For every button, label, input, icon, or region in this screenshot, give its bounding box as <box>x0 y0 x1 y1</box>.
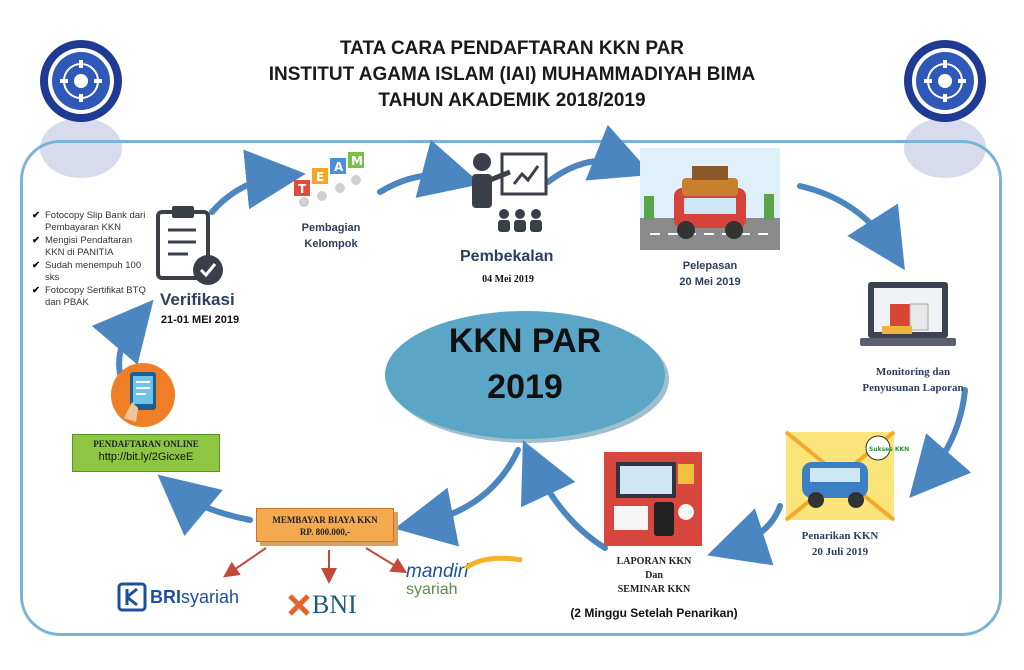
laporan-line-4: (2 Minggu Setelah Penarikan) <box>570 606 738 620</box>
requirements-list <box>32 210 152 310</box>
laporan-line-1: LAPORAN KKN <box>616 556 692 567</box>
car-travel-icon <box>640 148 780 250</box>
monitoring-line-1: Monitoring dan <box>875 366 951 378</box>
svg-text:A: A <box>334 160 344 174</box>
svg-text:T: T <box>298 182 307 196</box>
requirement-item: ✔ Sudah menempuh 100 sks <box>32 260 142 283</box>
center-line-1: KKN PAR <box>448 322 602 360</box>
online-link[interactable]: http://bit.ly/2GicxeE <box>98 451 194 463</box>
bni-text: BNI <box>312 590 357 619</box>
report-desk-icon <box>604 452 702 546</box>
bni-logo <box>288 590 357 620</box>
laporan-line-3: SEMINAR KKN <box>617 584 691 595</box>
tablet-hand-icon <box>110 362 176 428</box>
center-title <box>380 318 670 410</box>
pelepasan-line-1: Pelepasan <box>682 260 738 272</box>
svg-text:M: M <box>351 154 363 168</box>
penarikan-line-2: 20 Juli 2019 <box>811 546 869 558</box>
bri-icon <box>118 583 146 611</box>
arrow-penarikan-to-laporan <box>730 506 780 548</box>
requirement-item: ✔ Mengisi Pendaftaran KKN di PANITIA <box>32 235 133 258</box>
laptop-book-icon <box>860 278 956 358</box>
arrow-payment-to-online <box>176 490 250 520</box>
arrow-to-mandiri <box>366 548 402 570</box>
penarikan-badge: Sukses KKN <box>869 446 910 453</box>
payment-line-2: RP. 800.000,- <box>299 527 351 537</box>
monitoring-line-2: Penyusunan Laporan <box>862 382 964 394</box>
center-line-2: 2019 <box>487 368 563 406</box>
arrow-monitoring-to-penarikan <box>925 390 965 480</box>
arrow-pelepasan-to-monitoring <box>800 186 892 250</box>
requirement-item: ✔ Fotocopy Slip Bank dari Pembayaran KKN <box>32 210 146 233</box>
laporan-line-2: Dan <box>645 570 663 581</box>
online-line-1: PENDAFTARAN ONLINE <box>93 439 199 449</box>
pembagian-line-1: Pembagian <box>301 222 361 234</box>
presenter-icon <box>462 150 552 236</box>
title-line-3: TAHUN AKADEMIK 2018/2019 <box>378 90 646 111</box>
arrow-to-bri <box>228 548 266 574</box>
verifikasi-date: 21-01 MEI 2019 <box>160 314 240 326</box>
mandiri-wave-icon <box>464 554 524 574</box>
mandiri-syariah-logo <box>406 558 524 598</box>
bri-suffix: syariah <box>181 586 240 607</box>
arrow-team-to-pembekalan <box>380 175 458 192</box>
svg-text:E: E <box>316 170 325 184</box>
mandiri-text-1: mandiri <box>406 561 469 582</box>
clipboard-check-icon <box>150 204 226 288</box>
arrow-pembekalan-to-pelepasan <box>548 161 630 182</box>
van-trip-icon <box>786 432 910 520</box>
requirement-item: ✔ Fotocopy Sertifikat BTQ dan PBAK <box>32 285 146 308</box>
pembekalan-date: 04 Mei 2019 <box>482 274 534 285</box>
verifikasi-title: Verifikasi <box>160 290 235 309</box>
arrow-laporan-to-center <box>533 462 605 548</box>
title-line-2: INSTITUT AGAMA ISLAM (IAI) MUHAMMADIYAH BIMA <box>268 64 756 85</box>
pembagian-line-2: Kelompok <box>304 238 358 250</box>
pelepasan-line-2: 20 Mei 2019 <box>679 276 741 288</box>
bni-icon <box>288 594 310 616</box>
mandiri-text-2: syariah <box>406 581 458 598</box>
team-icon <box>290 150 370 212</box>
bri-prefix: BRI <box>150 586 181 607</box>
payment-box <box>256 508 394 542</box>
online-registration-box <box>72 434 220 472</box>
pembekalan-title: Pembekalan <box>460 248 554 265</box>
penarikan-line-1: Penarikan KKN <box>801 530 879 542</box>
bri-syariah-logo <box>118 582 239 612</box>
arrow-center-to-payment <box>418 450 518 524</box>
title-line-1: TATA CARA PENDAFTARAN KKN PAR <box>339 38 685 59</box>
payment-line-1: MEMBAYAR BIAYA KKN <box>272 515 378 525</box>
